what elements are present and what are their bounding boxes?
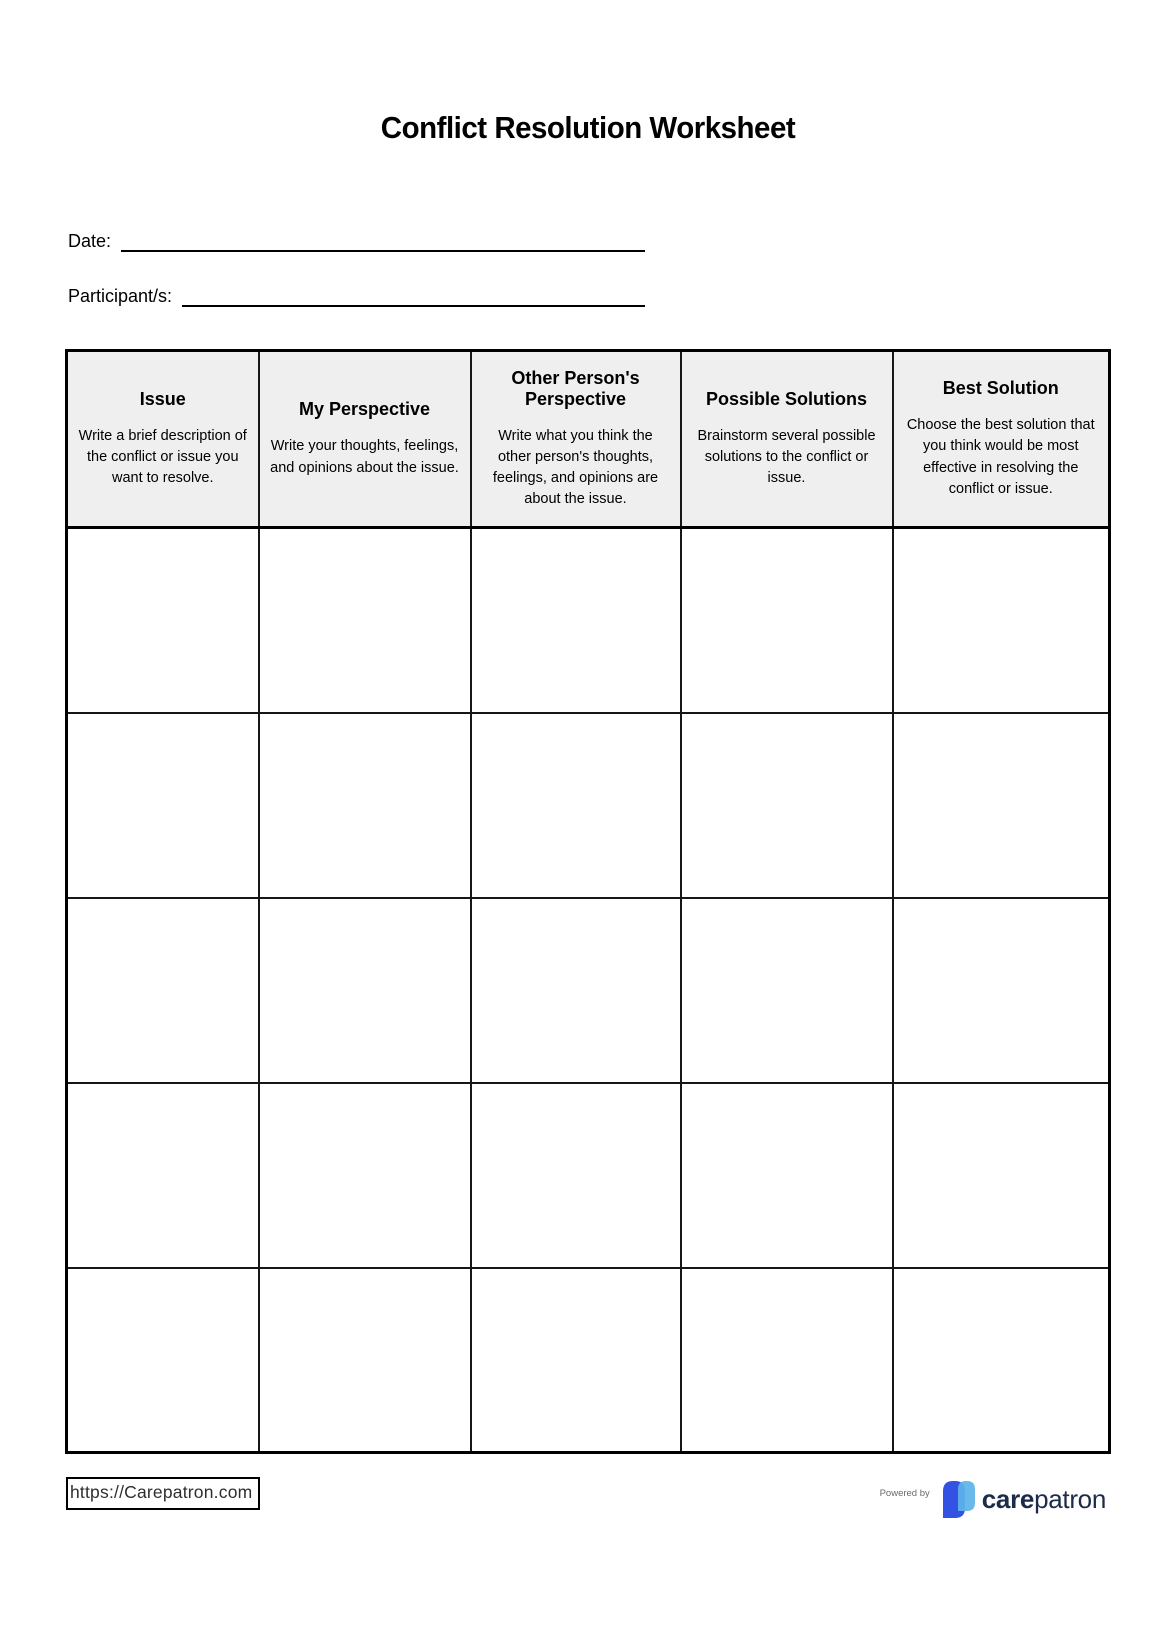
wordmark-bold-part: care <box>981 1483 1035 1514</box>
worksheet-cell[interactable] <box>259 1268 471 1453</box>
column-header-possible-solutions <box>681 351 893 528</box>
column-title: Other Person's Perspective <box>511 367 640 409</box>
table-row <box>67 713 1110 898</box>
conflict-resolution-table <box>65 349 1111 1454</box>
worksheet-body <box>67 528 1110 1453</box>
column-header-issue <box>67 351 259 528</box>
worksheet-cell[interactable] <box>259 1083 471 1268</box>
worksheet-cell[interactable] <box>67 1268 259 1453</box>
worksheet-cell[interactable] <box>471 528 681 713</box>
worksheet-cell[interactable] <box>471 1268 681 1453</box>
column-title: Possible Solutions <box>705 388 868 409</box>
date-field-row <box>68 230 645 252</box>
column-title: Issue <box>139 388 186 409</box>
participants-label: Participant/s: <box>68 286 173 306</box>
worksheet-cell[interactable] <box>681 1083 893 1268</box>
page-title: Conflict Resolution Worksheet <box>380 110 796 145</box>
participants-field-row <box>68 285 645 307</box>
column-title: My Perspective <box>298 399 431 420</box>
column-description: Choose the best solution that you think would be most effective in resolving the conflict or issue. <box>906 417 1095 497</box>
worksheet-cell[interactable] <box>67 528 259 713</box>
worksheet-cell[interactable] <box>893 898 1110 1083</box>
worksheet-cell[interactable] <box>259 713 471 898</box>
wordmark-regular-part: patron <box>1034 1483 1106 1514</box>
worksheet-cell[interactable] <box>67 898 259 1083</box>
carepatron-branding <box>880 1478 1106 1520</box>
column-description: Write a brief description of the conflict or issue you want to resolve. <box>78 427 247 486</box>
worksheet-cell[interactable] <box>681 528 893 713</box>
date-input-line[interactable] <box>121 232 645 252</box>
worksheet-cell[interactable] <box>893 1268 1110 1453</box>
worksheet-cell[interactable] <box>893 713 1110 898</box>
worksheet-cell[interactable] <box>471 898 681 1083</box>
worksheet-cell[interactable] <box>259 528 471 713</box>
participants-input-line[interactable] <box>182 287 645 307</box>
table-row <box>67 528 1110 713</box>
carepatron-url-link[interactable]: https://Carepatron.com <box>66 1477 260 1510</box>
carepatron-logo-icon <box>940 1478 978 1520</box>
worksheet-cell[interactable] <box>681 1268 893 1453</box>
table-row <box>67 898 1110 1083</box>
worksheet-cell[interactable] <box>259 898 471 1083</box>
column-header-other-persons-perspective <box>471 351 681 528</box>
date-label: Date: <box>68 231 112 251</box>
column-header-my-perspective <box>259 351 471 528</box>
worksheet-cell[interactable] <box>67 1083 259 1268</box>
column-title: Best Solution <box>942 378 1059 399</box>
worksheet-cell[interactable] <box>471 1083 681 1268</box>
worksheet-cell[interactable] <box>893 1083 1110 1268</box>
worksheet-cell[interactable] <box>67 713 259 898</box>
column-description: Write what you think the other person's thoughts, feelings, and opinions are about the issue. <box>492 427 659 508</box>
worksheet-cell[interactable] <box>681 898 893 1083</box>
header-row <box>67 351 1110 528</box>
worksheet-cell[interactable] <box>471 713 681 898</box>
table-row <box>67 1268 1110 1453</box>
worksheet-cell[interactable] <box>681 713 893 898</box>
column-description: Brainstorm several possible solutions to the conflict or issue. <box>697 427 876 486</box>
powered-by-label: Powered by <box>879 1487 930 1499</box>
column-header-best-solution <box>893 351 1110 528</box>
carepatron-wordmark <box>982 1484 1106 1515</box>
column-description: Write your thoughts, feelings, and opinions about the issue. <box>270 438 459 476</box>
table-row <box>67 1083 1110 1268</box>
worksheet-cell[interactable] <box>893 528 1110 713</box>
